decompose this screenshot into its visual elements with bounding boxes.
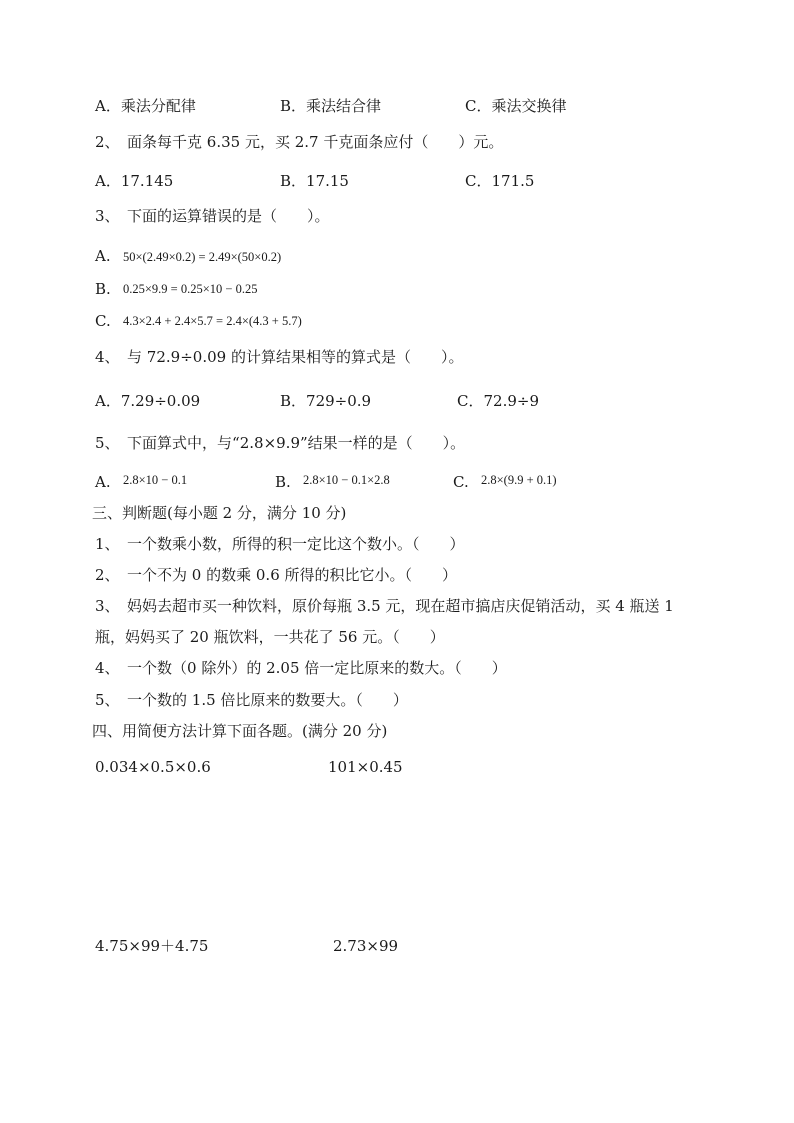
q4-option-a: A．7.29÷0.09 (95, 392, 201, 410)
q2-option-a: A．17.145 (95, 172, 174, 190)
q1-option-c: C．乘法交换律 (465, 97, 567, 115)
q1-option-a: A．乘法分配律 (95, 97, 196, 115)
judge-item-4: 4、 一个数（0 除外）的 2.05 倍一定比原来的数大。（ ） (95, 659, 507, 677)
calc-problem-4: 2.73×99 (333, 937, 399, 955)
calc-problem-1: 0.034×0.5×0.6 (95, 758, 211, 776)
judge-item-3: 3、 妈妈去超市买一种饮料，原价每瓶 3.5 元，现在超市搞店庆促销活动，买 4 瓶送 1 (95, 597, 674, 615)
q5-option-b-formula: 2.8×10 − 0.1×2.8 (303, 473, 390, 487)
q3-option-c-formula: 4.3×2.4 + 2.4×5.7 = 2.4×(4.3 + 5.7) (123, 314, 302, 328)
q4-option-b: B．729÷0.9 (280, 392, 372, 410)
judge-item-3-cont: 瓶，妈妈买了 20 瓶饮料，一共花了 56 元。（ ） (95, 628, 445, 646)
q3-question: 3、 下面的运算错误的是（ ）。 (95, 207, 330, 225)
q5-option-a-formula: 2.8×10 − 0.1 (123, 473, 188, 487)
q5-question: 5、 下面算式中，与“2.8×9.9”结果一样的是（ ）。 (95, 434, 466, 452)
q1-option-b: B．乘法结合律 (280, 97, 382, 115)
section3-title: 三、判断题(每小题 2 分，满分 10 分) (92, 504, 347, 522)
q3-option-a-formula: 50×(2.49×0.2) = 2.49×(50×0.2) (123, 250, 282, 264)
q2-option-c: C．171.5 (465, 172, 535, 190)
judge-item-2: 2、 一个不为 0 的数乘 0.6 所得的积比它小。（ ） (95, 566, 458, 584)
calc-problem-2: 101×0.45 (328, 758, 403, 776)
q5-option-a-label: A. (95, 473, 111, 491)
q5-option-b-label: B. (275, 473, 291, 491)
q3-option-b-formula: 0.25×9.9 = 0.25×10 − 0.25 (123, 282, 258, 296)
q3-option-b-label: B. (95, 280, 111, 298)
q3-option-a-label: A. (95, 247, 111, 265)
section4-title: 四、用简便方法计算下面各题。(满分 20 分) (92, 722, 388, 740)
q2-option-b: B．17.15 (280, 172, 349, 190)
q2-question: 2、 面条每千克 6.35 元，买 2.7 千克面条应付（ ）元。 (95, 133, 504, 151)
q5-option-c-formula: 2.8×(9.9 + 0.1) (481, 473, 557, 487)
judge-item-1: 1、 一个数乘小数，所得的积一定比这个数小。（ ） (95, 535, 465, 553)
q4-question: 4、 与 72.9÷0.09 的计算结果相等的算式是（ ）。 (95, 348, 464, 366)
q3-option-c-label: C. (95, 312, 111, 330)
q5-option-c-label: C. (453, 473, 469, 491)
calc-problem-3: 4.75×99＋4.75 (95, 937, 209, 955)
q4-option-c: C．72.9÷9 (457, 392, 539, 410)
judge-item-5: 5、 一个数的 1.5 倍比原来的数要大。（ ） (95, 691, 408, 709)
